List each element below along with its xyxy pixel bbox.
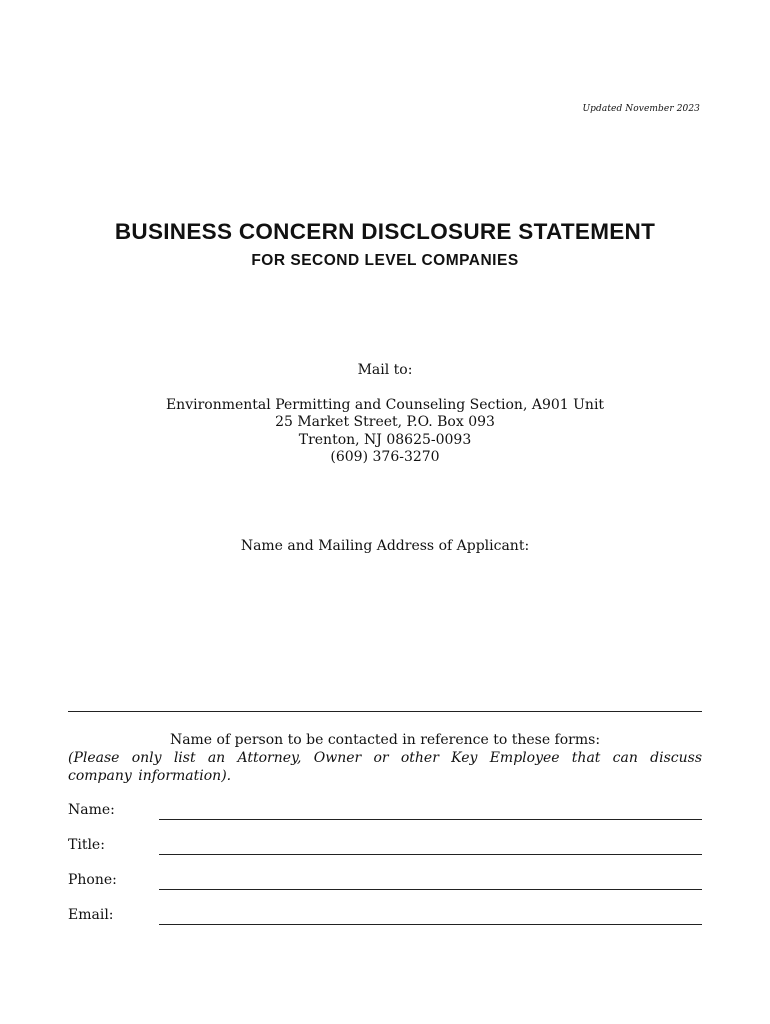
- phone-label: Phone:: [68, 872, 117, 888]
- title-field[interactable]: [68, 833, 702, 855]
- contact-heading: Name of person to be contacted in reference to these forms:: [169, 732, 601, 748]
- phone-field[interactable]: [68, 868, 702, 890]
- updated-date: Updated November 2023: [582, 104, 700, 114]
- mail-to-label: Mail to:: [357, 362, 413, 378]
- phone-number: (609) 376-3270: [330, 449, 440, 465]
- applicant-label: Name and Mailing Address of Applicant:: [240, 538, 530, 554]
- contact-note: (Please only list an Attorney, Owner or other Key Employee that can discuss company information).: [68, 750, 702, 784]
- title-label: Title:: [68, 837, 105, 853]
- document-title: BUSINESS CONCERN DISCLOSURE STATEMENT: [114, 219, 656, 244]
- address-line: 25 Market Street, P.O. Box 093: [275, 414, 495, 430]
- email-field[interactable]: [68, 903, 702, 925]
- title-input-line[interactable]: [159, 854, 702, 855]
- address-line: Environmental Permitting and Counseling Section, A901 Unit: [165, 396, 605, 413]
- phone-input-line[interactable]: [159, 889, 702, 890]
- applicant-divider: [68, 711, 702, 712]
- email-input-line[interactable]: [159, 924, 702, 925]
- email-label: Email:: [68, 907, 114, 923]
- name-input-line[interactable]: [159, 819, 702, 820]
- document-subtitle: FOR SECOND LEVEL COMPANIES: [251, 252, 519, 269]
- address-line: Trenton, NJ 08625-0093: [298, 431, 472, 448]
- name-field[interactable]: [68, 798, 702, 820]
- name-label: Name:: [68, 802, 115, 818]
- mail-block: [0, 362, 770, 467]
